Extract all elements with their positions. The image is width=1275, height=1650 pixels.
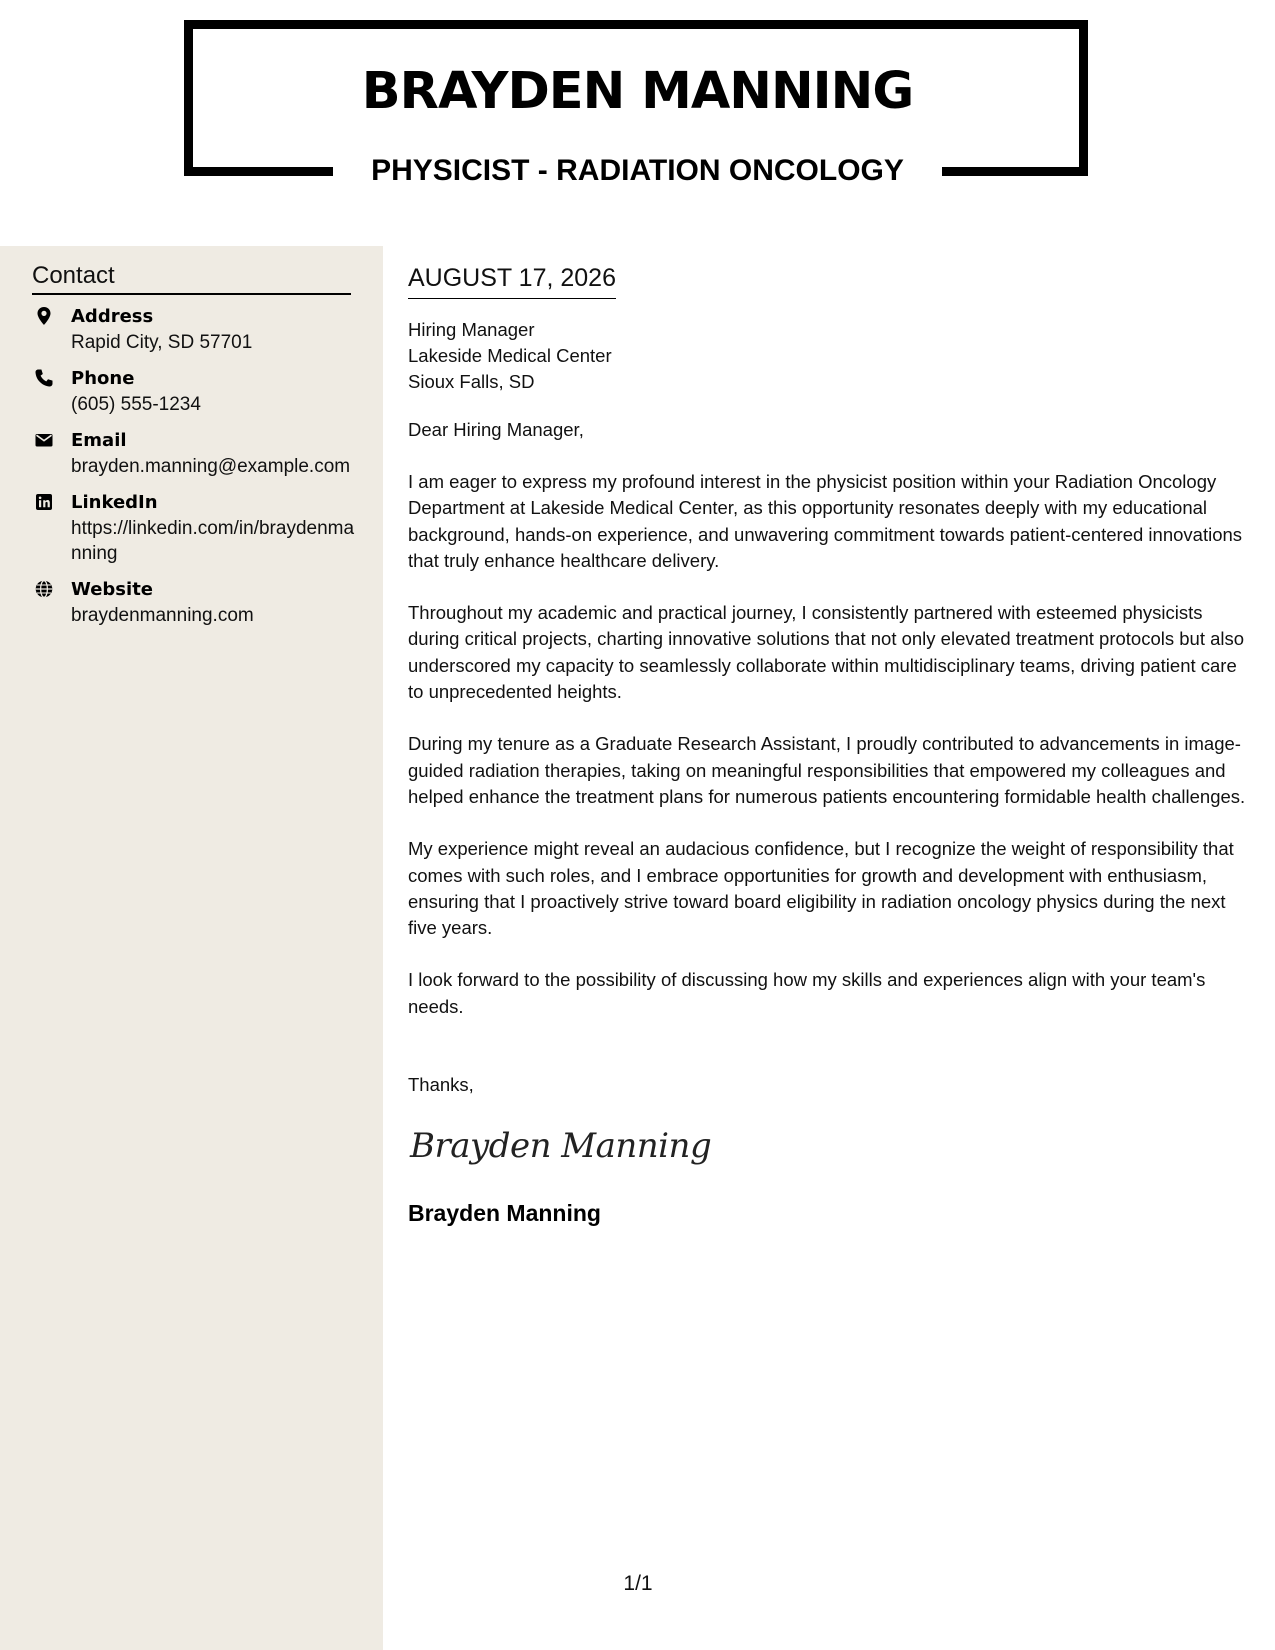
contact-list [32, 304, 362, 639]
contact-item-website [32, 577, 362, 628]
contact-label: Website [71, 579, 154, 600]
phone-icon [34, 368, 54, 388]
recipient-location: Sioux Falls, SD [408, 371, 535, 392]
salutation: Dear Hiring Manager, [408, 419, 584, 440]
paragraph: During my tenure as a Graduate Research Assistant, I proudly contributed to advancements in image-guided radiation therapies, taking on meaningful responsibilities that empowered my colleagues and helped enhance the treatment plans for numerous patients encountering formidable health challenges. [408, 733, 1246, 807]
contact-sidebar [0, 246, 383, 1650]
contact-item-email [32, 428, 362, 479]
signature-script: Brayden Manning [410, 1126, 712, 1167]
recipient-title: Hiring Manager [408, 319, 535, 340]
letter-date: AUGUST 17, 2026 [408, 262, 616, 299]
contact-label: LinkedIn [71, 492, 158, 513]
contact-item-address [32, 304, 362, 355]
linkedin-value[interactable]: https://linkedin.com/in/braydenmanning [71, 518, 355, 564]
contact-label: Email [71, 430, 127, 451]
recipient-block [408, 317, 1253, 395]
phone-value: (605) 555-1234 [71, 394, 201, 415]
signature-image [408, 1120, 712, 1176]
letter-body [408, 262, 1253, 1228]
candidate-name: BRAYDEN MANNING [361, 62, 914, 121]
website-value[interactable]: braydenmanning.com [71, 605, 254, 626]
contact-heading: Contact [32, 261, 351, 295]
paragraph: My experience might reveal an audacious confidence, but I recognize the weight of responsibility that comes with such roles, and I embrace opportunities for growth and development with enthusiasm, ensuring that I proactively strive toward board eligibility in radiation oncology physics during the next five years. [408, 838, 1234, 939]
globe-icon [34, 579, 54, 599]
contact-label: Address [71, 306, 154, 327]
linkedin-icon [34, 492, 54, 512]
contact-label: Phone [71, 368, 135, 389]
closing: Thanks, [408, 1074, 474, 1096]
paragraph: I look forward to the possibility of discussing how my skills and experiences align with your team's needs. [408, 969, 1206, 1017]
map-pin-icon [34, 306, 54, 326]
paragraph: Throughout my academic and practical journey, I consistently partnered with esteemed physicists during critical projects, charting innovative solutions that not only elevated treatment protocols but also underscored my capacity to seamlessly collaborate within multidisciplinary teams, driving patient care to unprecedented heights. [408, 602, 1245, 703]
envelope-icon [34, 430, 54, 450]
paragraph: I am eager to express my profound interest in the physicist position within your Radiation Oncology Department at Lakeside Medical Center, as this opportunity resonates deeply with my educational background, hands-on experience, and unwavering commitment towards patient-centered innovations that truly enhance healthcare delivery. [408, 471, 1243, 571]
contact-item-linkedin [32, 490, 362, 566]
page-number: 1/1 [623, 1572, 653, 1595]
address-value: Rapid City, SD 57701 [71, 332, 253, 353]
recipient-company: Lakeside Medical Center [408, 345, 612, 366]
signed-name: Brayden Manning [408, 1200, 601, 1227]
job-title: PHYSICIST - RADIATION ONCOLOGY [333, 149, 942, 193]
contact-item-phone [32, 366, 362, 417]
email-value[interactable]: brayden.manning@example.com [71, 456, 351, 477]
job-title-wrapper [0, 149, 1275, 193]
